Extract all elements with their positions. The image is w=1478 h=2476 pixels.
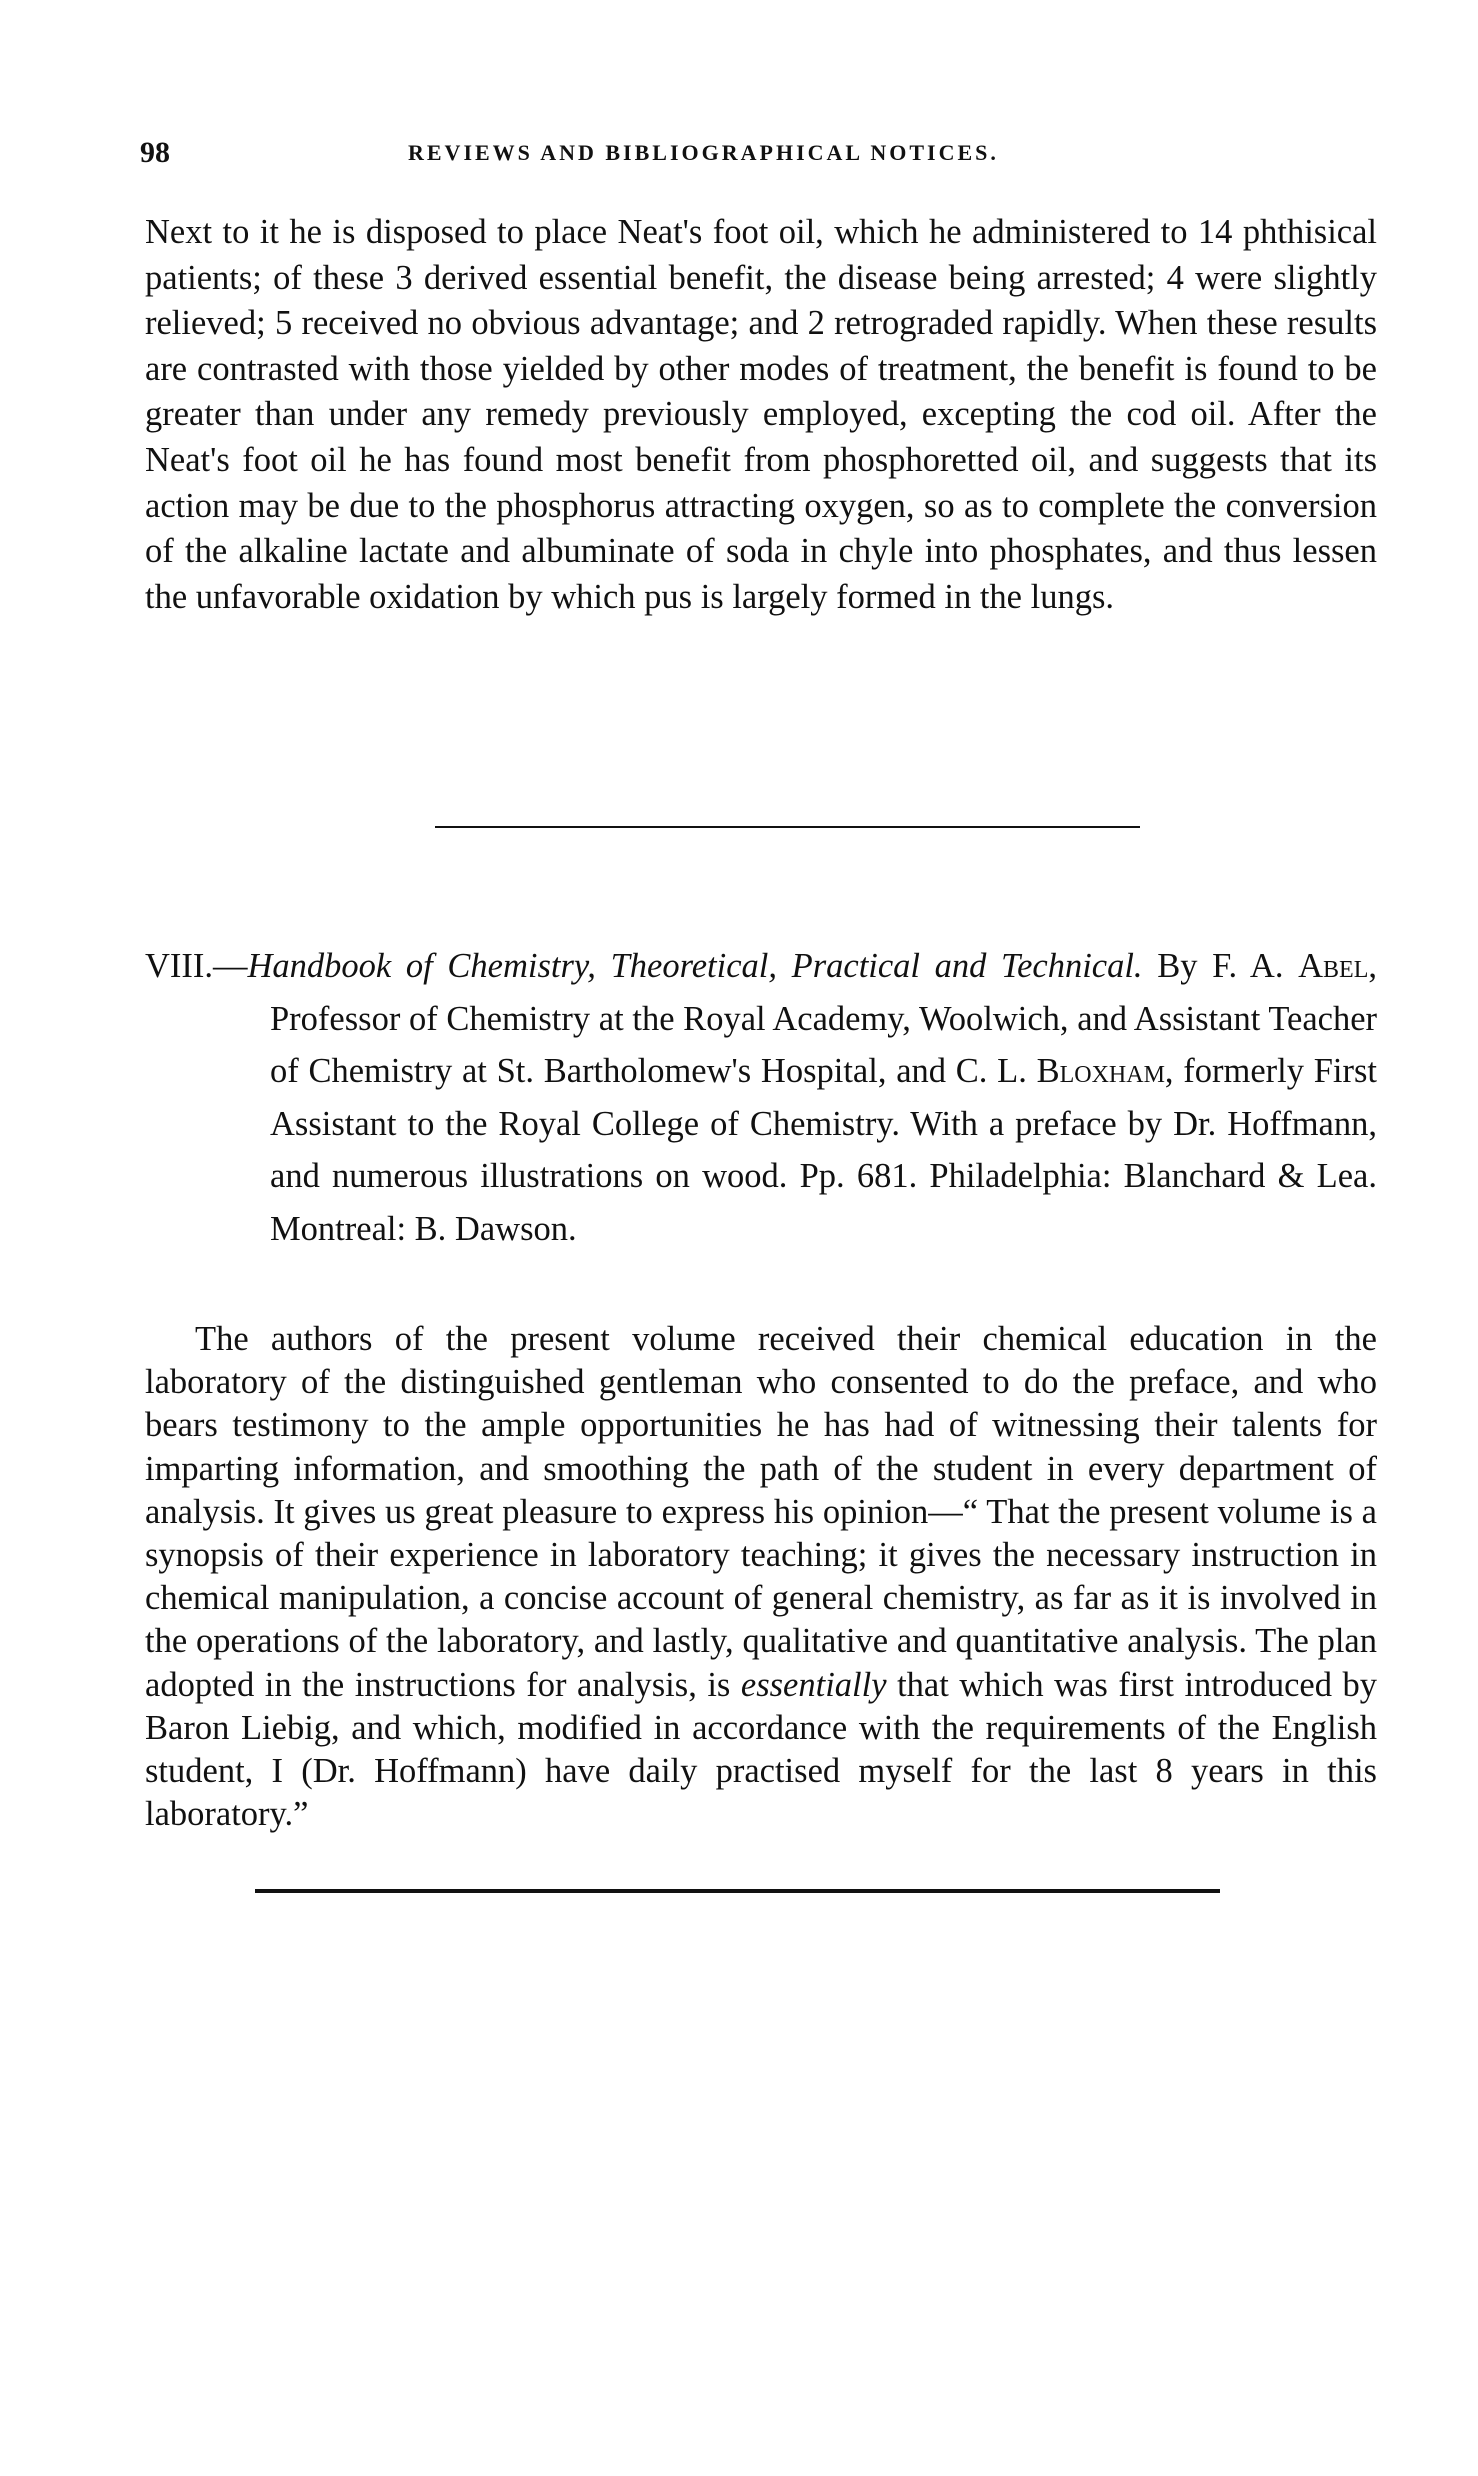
author-bloxham: Bloxham bbox=[1036, 1052, 1165, 1090]
entry-number: VIII.— bbox=[145, 947, 248, 985]
paragraph-review bbox=[145, 1318, 1377, 1836]
entry-details: , formerly First Assistant to the Royal College of Chemistry. With a preface by Dr. Hoffmann, and numerous illustrations on wood. Pp. 681. Philadelphia: Blanchard & Lea. Montreal: B. Dawson. bbox=[270, 1052, 1377, 1248]
paragraph-neats-foot-oil: Next to it he is disposed to place Neat's foot oil, which he administered to 14 phthisical patients; of these 3 derived essential benefit, the disease being arrested; 4 were slightly relieved; 5 received no obvious advantage; and 2 retrograded rapidly. When these results are contrasted with those yielded by other modes of treatment, the benefit is found to be greater than under any remedy previously employed, excepting the cod oil. After the Neat's foot oil he has found most benefit from phosphoretted oil, and suggests that its action may be due to the phosphorus attracting oxygen, so as to complete the conversion of the alkaline lactate and albuminate of soda in chyle into phosphates, and thus lessen the unfavorable oxidation by which pus is largely formed in the lungs. bbox=[145, 213, 1377, 616]
review-text-part1: The authors of the present volume received their chemical education in the laboratory of the distinguished gentleman who consented to do the preface, and who bears testimony to the ample opportunities he has had of witnessing their talents for imparting information, and smoothing the path of the student in every department of analysis. It gives us great pleasure to express his opinion—“ That the present volume is a synopsis of their experience in laboratory teaching; it gives the necessary instruction in chemical manipulation, a concise account of general chemistry, as far as it is involved in the operations of the laboratory, and lastly, qualitative and quantitative analysis. The plan adopted in the instructions for analysis, is bbox=[145, 1320, 1377, 1704]
review-emphasis: essentially bbox=[740, 1665, 887, 1704]
running-head bbox=[140, 136, 1380, 176]
entry-title: Handbook of Chemistry, Theoretical, Practical and Technical. bbox=[247, 947, 1143, 985]
review-text-part2: that which was first introduced by Baron Liebig, and which, modified in accordance with the requirements of the English student, I (Dr. Hoffmann) have daily practised myself for the last 8 years in this laboratory.” bbox=[145, 1665, 1378, 1834]
page-number: 98 bbox=[140, 136, 170, 169]
entry-by: By F. A. bbox=[1157, 947, 1284, 985]
running-title: REVIEWS AND BIBLIOGRAPHICAL NOTICES. bbox=[408, 140, 999, 165]
end-rule bbox=[255, 1889, 1220, 1893]
author-abel: Abel bbox=[1298, 947, 1369, 985]
bibliographic-entry bbox=[145, 940, 1377, 1255]
section-divider bbox=[435, 826, 1140, 828]
author-abel-description: , Professor of Chemistry at the Royal Academy, Woolwich, and Assistant Teacher of Chemistry at St. Bartholomew's Hospital, and C. L. bbox=[270, 947, 1377, 1090]
